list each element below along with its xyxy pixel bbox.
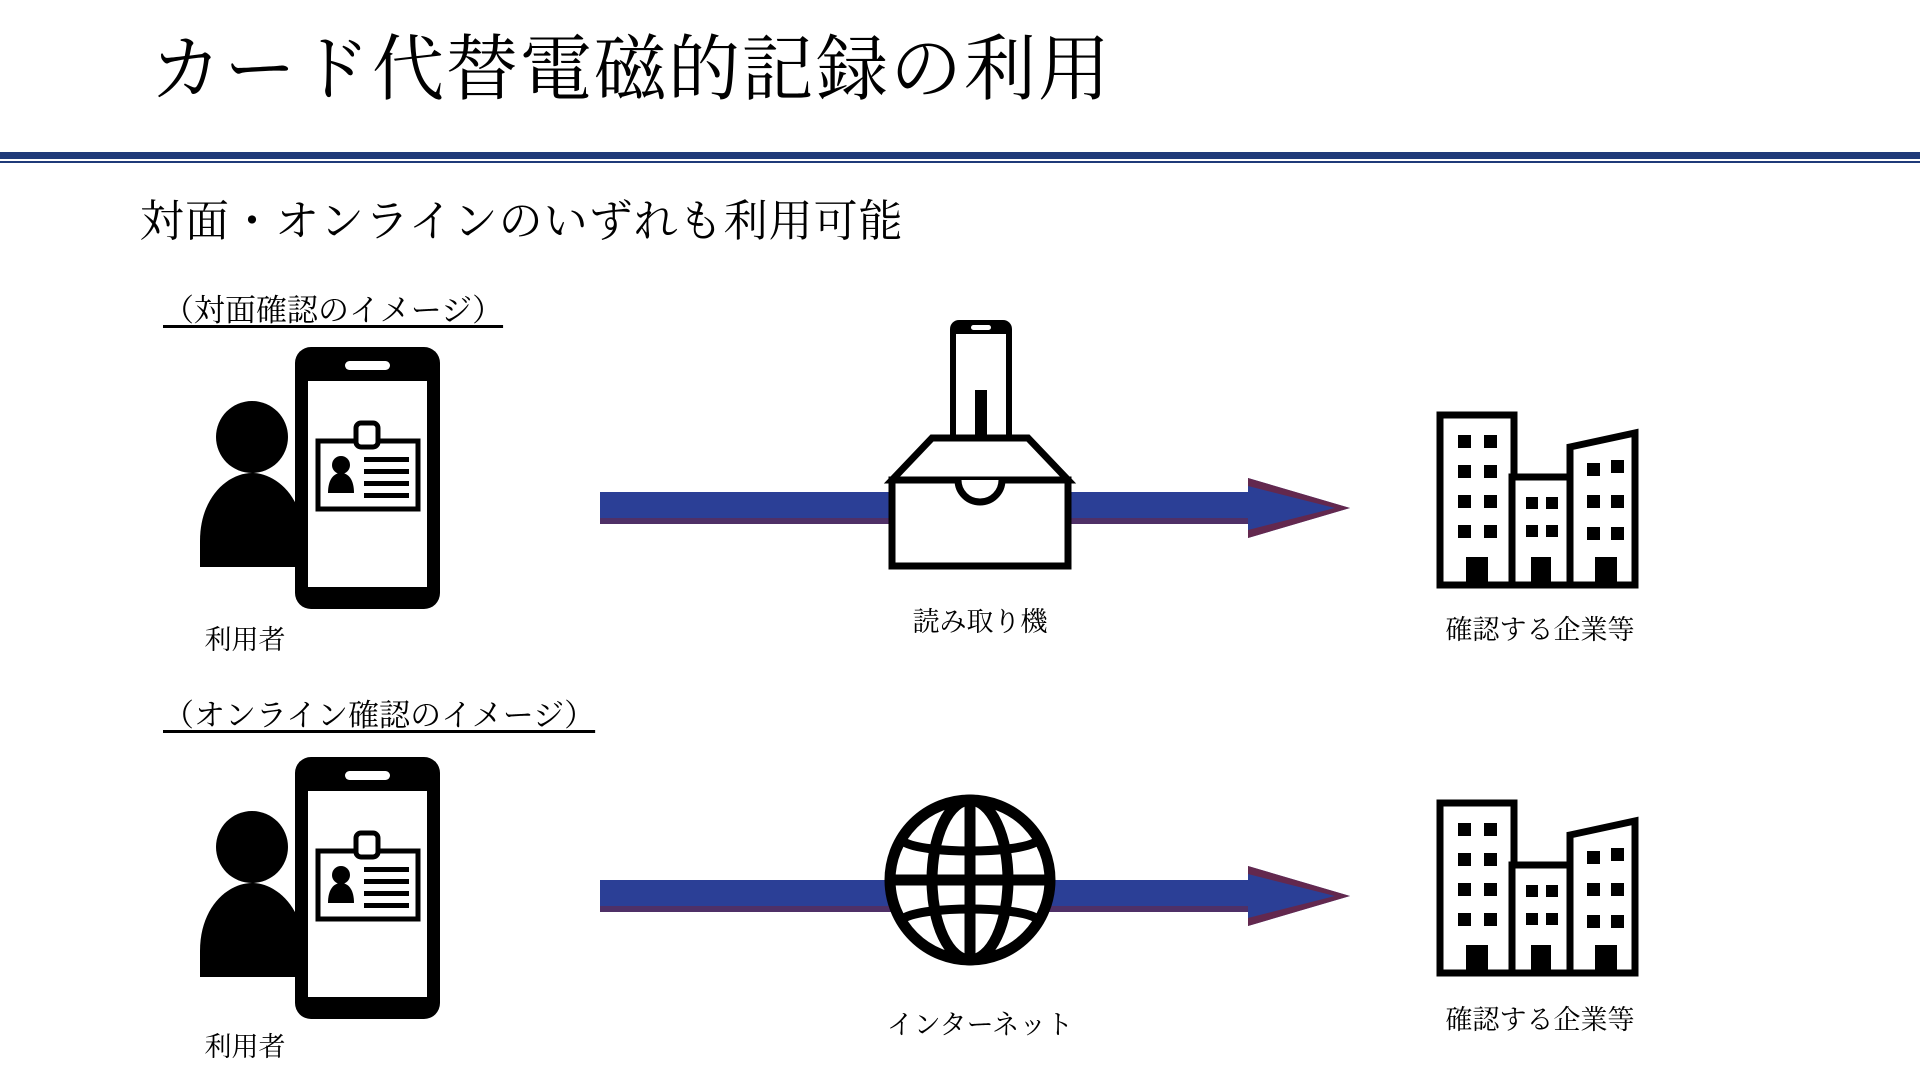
- globe-icon: [880, 790, 1060, 970]
- person-with-smartphone-id-icon: [190, 755, 500, 1030]
- section-caption-online-text: （オンライン確認のイメージ）: [163, 698, 596, 733]
- label-reader: 読み取り機: [912, 607, 1048, 637]
- section-caption-taimen-text: （対面確認のイメージ）: [163, 293, 504, 328]
- label-company-2: 確認する企業等: [1445, 1005, 1635, 1035]
- page-title: カード代替電磁的記録の利用: [150, 30, 1113, 110]
- person-with-smartphone-id-icon: [190, 345, 500, 620]
- card-reader-icon: [870, 320, 1090, 580]
- buildings-icon: [1430, 793, 1645, 978]
- label-company-1: 確認する企業等: [1445, 615, 1635, 645]
- section-caption-online: [163, 690, 595, 735]
- section-caption-taimen: [163, 285, 503, 330]
- label-internet: インターネット: [886, 1010, 1074, 1040]
- subtitle: 対面・オンラインのいずれも利用可能: [140, 197, 904, 246]
- title-divider: [0, 152, 1920, 159]
- label-user-1: 利用者: [204, 625, 286, 655]
- buildings-icon: [1430, 405, 1645, 590]
- label-user-2: 利用者: [204, 1032, 286, 1062]
- title-divider-thin: [0, 161, 1920, 163]
